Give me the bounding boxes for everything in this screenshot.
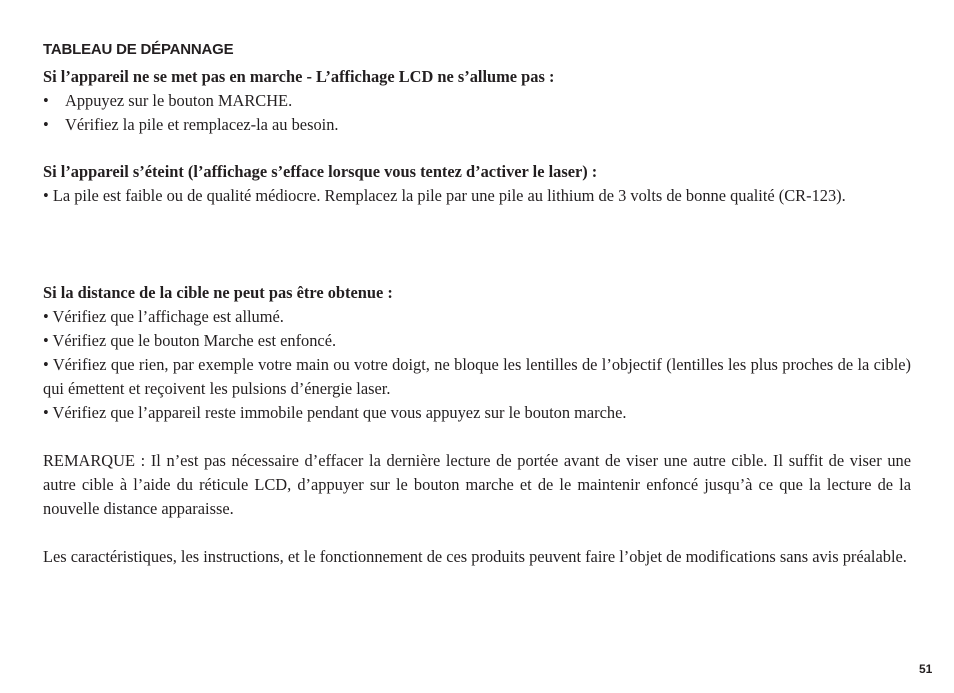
list-item-text: Appuyez sur le bouton MARCHE.	[65, 91, 293, 110]
bullet: •	[43, 91, 49, 110]
list-item: • Vérifiez que l’affichage est allumé.	[43, 307, 284, 326]
bullet: •	[43, 115, 49, 134]
section-text: • La pile est faible ou de qualité médiocre. Remplacez la pile par une pile au lithium de 3 volts de bonne qualité (CR-123).	[43, 186, 846, 205]
disclaimer-note	[43, 545, 911, 569]
section-distance	[43, 281, 911, 425]
list-item-text: Vérifiez la pile et remplacez-la au besoin.	[65, 115, 339, 134]
remarque-text: REMARQUE : Il n’est pas nécessaire d’effacer la dernière lecture de portée avant de viser une autre cible. Il suffit de viser une autre cible à l’aide du réticule LCD, d’appuyer sur le bouton marche et de le maintenir enfoncé jusqu’à ce que la lecture de la nouvelle distance apparaisse.	[43, 451, 911, 518]
list-item: • Vérifiez que le bouton Marche est enfoncé.	[43, 331, 337, 350]
list-item	[43, 89, 911, 113]
section-question: Si la distance de la cible ne peut pas être obtenue :	[43, 283, 393, 302]
remarque-note	[43, 449, 911, 521]
disclaimer-text: Les caractéristiques, les instructions, et le fonctionnement de ces produits peuvent faire l’objet de modifications sans avis préalable.	[43, 547, 907, 566]
list-item: • Vérifiez que rien, par exemple votre main ou votre doigt, ne bloque les lentilles de l’objectif (lentilles les plus proches de la cible) qui émettent et reçoivent les pulsions d’énergie laser.	[43, 355, 911, 398]
section-power-on	[43, 65, 911, 137]
list-item	[43, 113, 911, 137]
section-question: Si l’appareil s’éteint (l’affichage s’efface lorsque vous tentez d’activer le laser) :	[43, 162, 598, 181]
section-question: Si l’appareil ne se met pas en marche - L’affichage LCD ne s’allume pas :	[43, 67, 555, 86]
page-number: 51	[919, 662, 933, 676]
page-heading: TABLEAU DE DÉPANNAGE	[43, 41, 234, 58]
section-shutdown	[43, 160, 911, 208]
list-item: • Vérifiez que l’appareil reste immobile pendant que vous appuyez sur le bouton marche.	[43, 403, 627, 422]
